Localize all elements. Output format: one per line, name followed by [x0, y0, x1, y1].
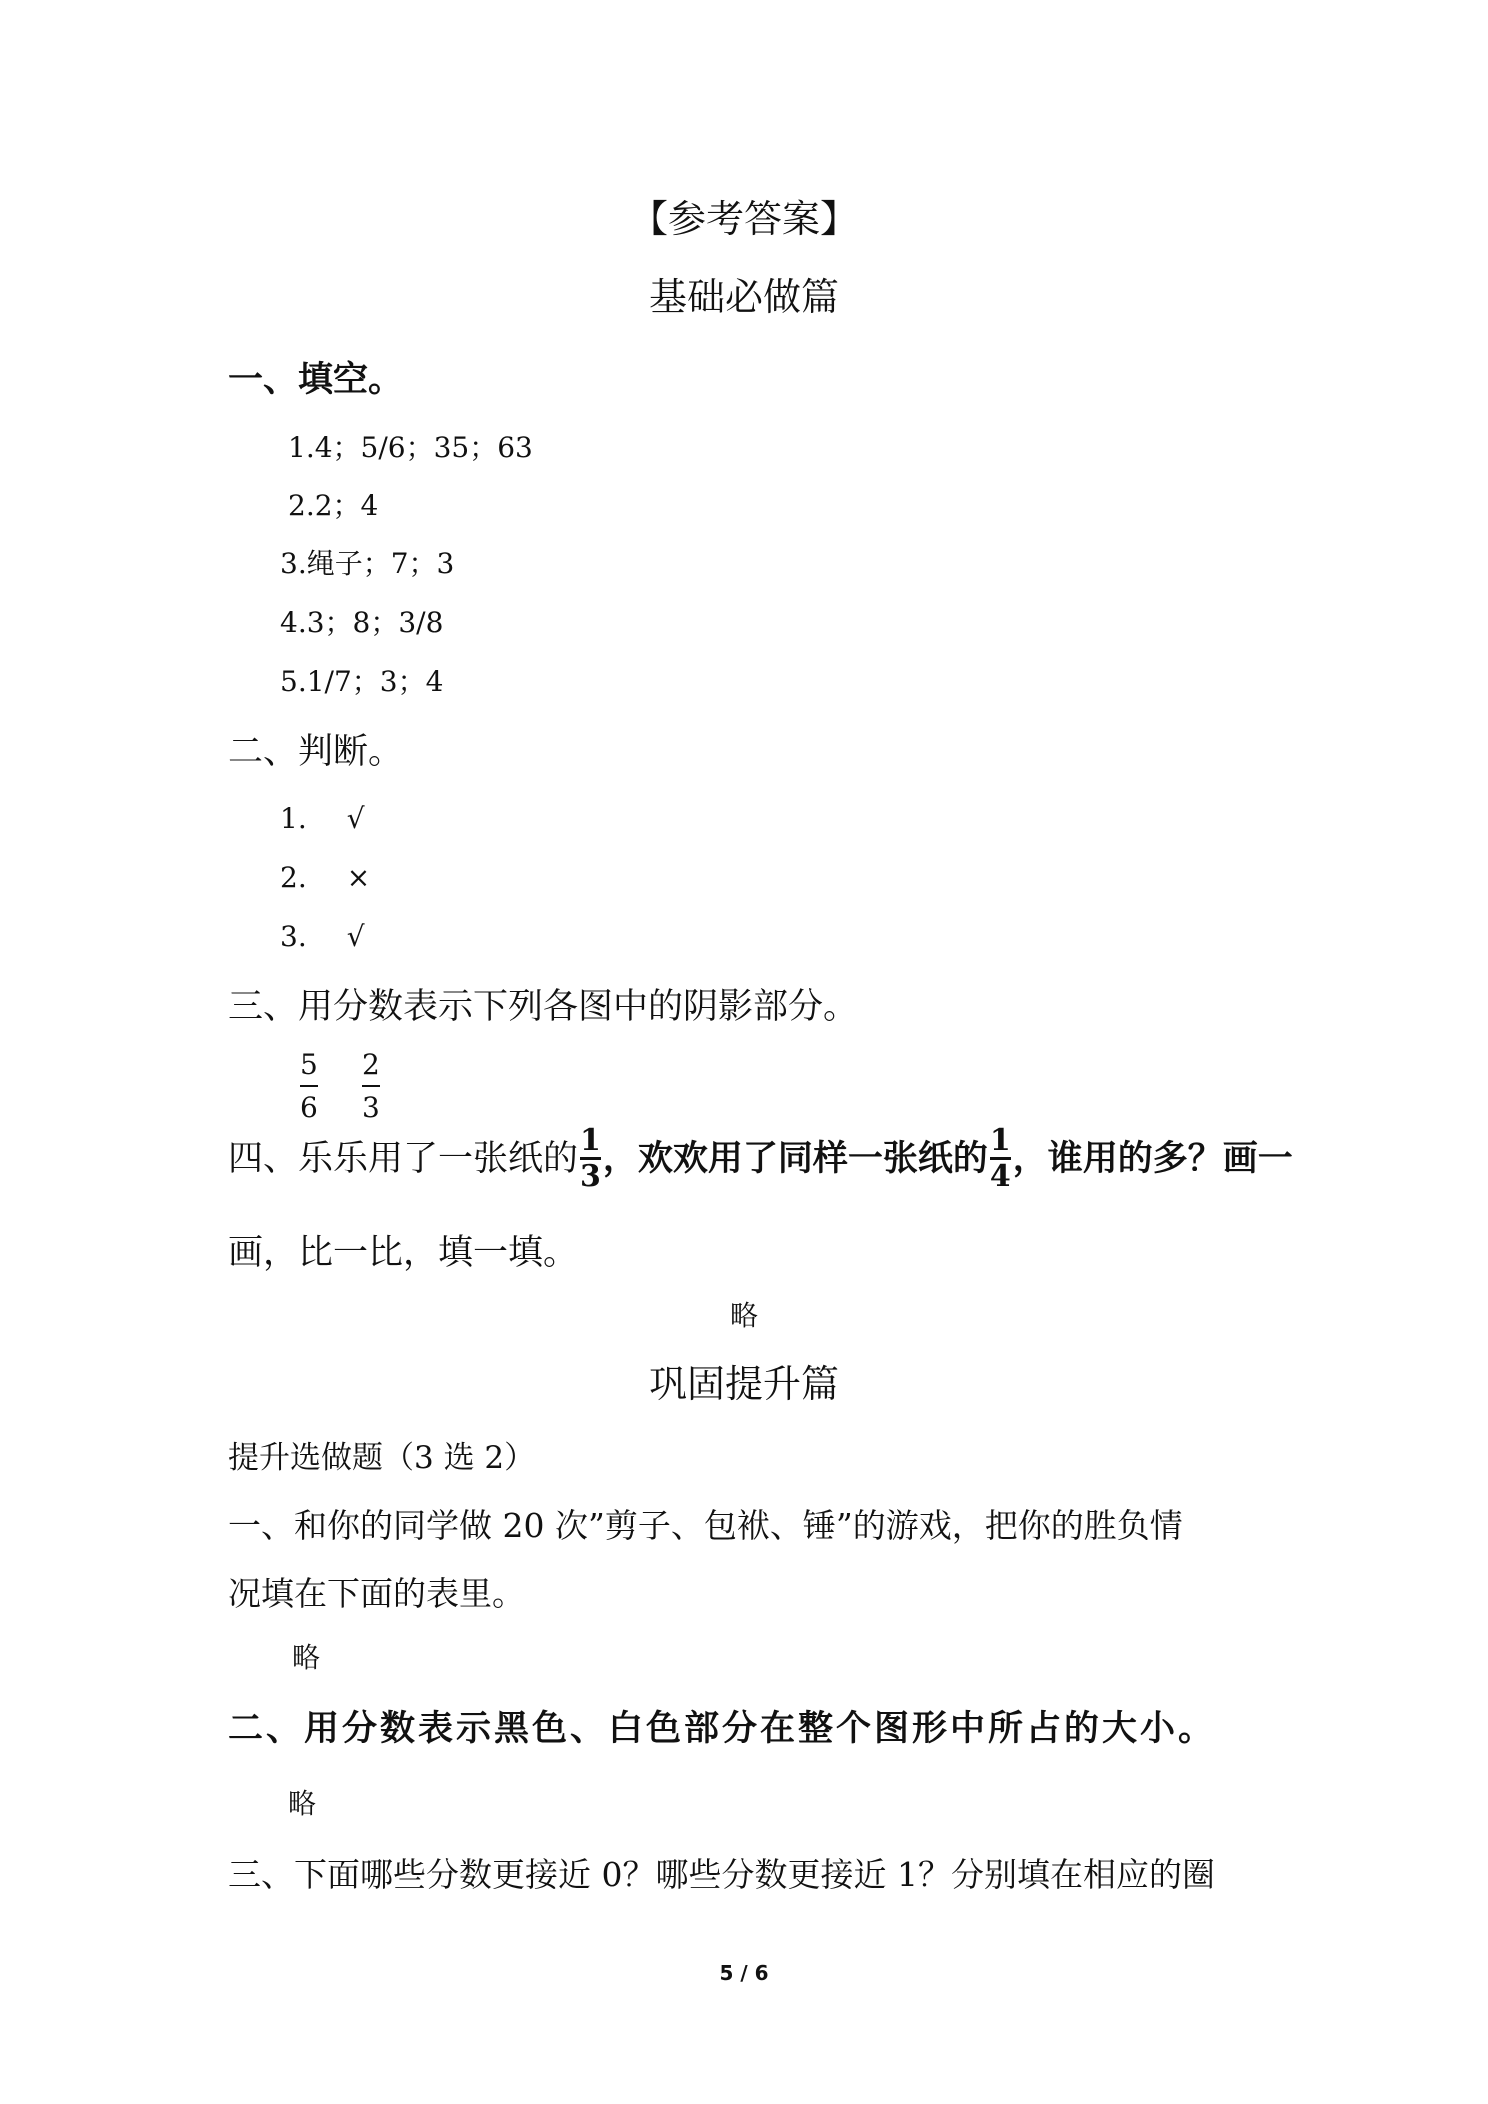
- adv-q2-heading: 二、用分数表示黑色、白色部分在整个图形中所占的大小。: [228, 1708, 1217, 1749]
- advanced-subtitle: 提升选做题（3 选 2）: [228, 1440, 536, 1476]
- q4-heading-line1: [228, 1123, 1293, 1194]
- fraction-denominator: 3: [362, 1090, 380, 1124]
- fraction-denominator: 4: [989, 1159, 1011, 1194]
- q2-item-number: 3.: [280, 920, 307, 953]
- q2-item-1: [280, 802, 365, 835]
- q3-heading: 三、用分数表示下列各图中的阴影部分。: [228, 987, 859, 1027]
- q3-fraction-1: [300, 1050, 318, 1124]
- q2-item-3: [280, 920, 365, 953]
- q4-fraction-1: [580, 1123, 601, 1194]
- section-title-advanced: 巩固提升篇: [648, 1362, 839, 1406]
- adv-q2-answer: 略: [288, 1787, 317, 1820]
- page-number: 5 / 6: [719, 1961, 769, 1985]
- q2-item-number: 1.: [280, 802, 307, 835]
- q4-answer: 略: [729, 1299, 758, 1332]
- adv-q1-answer: 略: [292, 1641, 321, 1674]
- fraction-denominator: 6: [300, 1090, 318, 1124]
- adv-q1-heading-line2: 况填在下面的表里。: [228, 1574, 525, 1613]
- q1-answer-3: 3.绳子；7；3: [280, 547, 455, 580]
- q1-answer-1: 1.4；5/6；35；63: [288, 431, 533, 464]
- q4-text-part2: ，欢欢用了同样一张纸的: [602, 1138, 988, 1179]
- adv-q1-heading-line1: 一、和你的同学做 20 次”剪子、包袱、锤”的游戏，把你的胜负情: [228, 1506, 1183, 1545]
- check-mark: √: [346, 802, 365, 835]
- q1-heading: 一、填空。: [228, 359, 404, 400]
- fraction-bar: [300, 1085, 318, 1087]
- fraction-numerator: 5: [300, 1048, 318, 1081]
- q2-item-2: [280, 861, 371, 894]
- fraction-numerator: 2: [362, 1048, 380, 1081]
- fraction-numerator: 1: [989, 1123, 1011, 1158]
- q1-answer-5: 5.1/7；3；4: [280, 665, 444, 698]
- q1-answer-4: 4.3；8；3/8: [280, 606, 444, 639]
- q4-text-part1: 四、乐乐用了一张纸的: [228, 1139, 579, 1179]
- answer-title: 【参考答案】: [629, 197, 858, 241]
- adv-q3-heading: 三、下面哪些分数更接近 0？哪些分数更接近 1？分别填在相应的圈: [228, 1855, 1215, 1894]
- check-mark: √: [346, 920, 365, 953]
- fraction-numerator: 1: [580, 1123, 601, 1158]
- q4-fraction-2: [989, 1123, 1011, 1194]
- cross-mark: ×: [346, 861, 371, 894]
- q2-heading: 二、判断。: [228, 732, 404, 772]
- q4-text-part3: ，谁用的多？画一: [1012, 1138, 1293, 1179]
- section-title-basic: 基础必做篇: [648, 275, 839, 319]
- fraction-denominator: 3: [580, 1159, 601, 1194]
- q3-fraction-2: [362, 1050, 380, 1124]
- q4-heading-line2: 画，比一比，填一填。: [228, 1233, 579, 1273]
- q1-answer-2: 2.2；4: [288, 489, 379, 522]
- fraction-bar: [362, 1085, 380, 1087]
- q2-item-number: 2.: [280, 861, 307, 894]
